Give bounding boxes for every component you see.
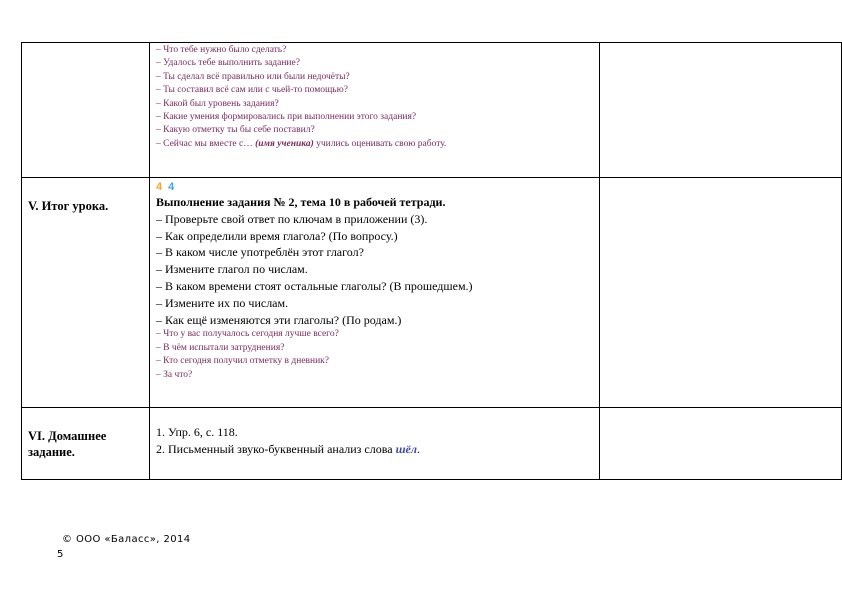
homework-line: 1. Упр. 6, с. 118.: [156, 425, 238, 439]
homework-line: [156, 441, 595, 458]
homework-period: .: [417, 441, 421, 456]
question-line: – Что у вас получалось сегодня лучше всего?: [156, 329, 339, 340]
stage-title: V. Итог урока.: [22, 178, 150, 408]
stage-title-line: задание.: [28, 445, 75, 459]
table-row: [22, 178, 842, 408]
content-cell: [150, 408, 600, 480]
notes-cell: [600, 43, 842, 178]
notes-cell: [600, 408, 842, 480]
question-line: – Ты сделал всё правильно или были недочёты?: [156, 71, 350, 82]
table-row: [22, 408, 842, 480]
page-number: 5: [57, 549, 64, 560]
stage-title-line: VI. Домашнее: [28, 429, 107, 443]
task-markers: [156, 181, 595, 194]
dialog-line: – Измените глагол по числам.: [156, 262, 308, 277]
content-cell: [150, 43, 600, 178]
table-row: [22, 43, 842, 178]
student-name-placeholder: (имя ученика): [255, 138, 314, 149]
analysis-word: шёл: [395, 441, 418, 456]
question-line: – Ты составил всё сам или с чьей-то помощью?: [156, 85, 348, 96]
question-line: – Что тебе нужно было сделать?: [156, 45, 287, 55]
notes-cell: [600, 178, 842, 408]
lesson-plan-table: [21, 42, 842, 480]
stage-cell-empty: [22, 43, 150, 178]
question-line: [156, 138, 595, 151]
question-suffix: учились оценивать свою работу.: [313, 138, 447, 149]
task-title: Выполнение задания № 2, тема 10 в рабочей тетради.: [156, 195, 446, 209]
dialog-line: – Проверьте свой ответ по ключам в приложении (3).: [156, 211, 428, 226]
homework-text: 2. Письменный звуко-буквенный анализ слова: [156, 441, 396, 456]
dialog-line: – В каком времени стоят остальные глаголы? (В прошедшем.): [156, 278, 473, 293]
question-prefix: – Сейчас мы вместе с…: [156, 138, 256, 149]
marker-blue: 4: [168, 181, 175, 193]
question-line: – В чём испытали затруднения?: [156, 342, 285, 353]
dialog-line: – Измените их по числам.: [156, 295, 289, 310]
dialog-line: – Как определили время глагола? (По вопросу.): [156, 228, 398, 243]
content-cell: [150, 178, 600, 408]
question-line: – Какую отметку ты бы себе поставил?: [156, 125, 315, 136]
copyright: © ООО «Баласс», 2014: [62, 534, 191, 545]
question-line: – Кто сегодня получил отметку в дневник?: [156, 356, 330, 367]
stage-title: [22, 408, 150, 480]
question-line: – За что?: [156, 369, 193, 380]
question-line: – Удалось тебе выполнить задание?: [156, 58, 300, 69]
question-line: – Какой был уровень задания?: [156, 98, 279, 109]
dialog-line: – Как ещё изменяются эти глаголы? (По родам.): [156, 312, 402, 327]
dialog-line: – В каком числе употреблён этот глагол?: [156, 245, 364, 260]
marker-orange: 4: [156, 181, 163, 193]
question-line: – Какие умения формировались при выполнении этого задания?: [156, 112, 417, 123]
